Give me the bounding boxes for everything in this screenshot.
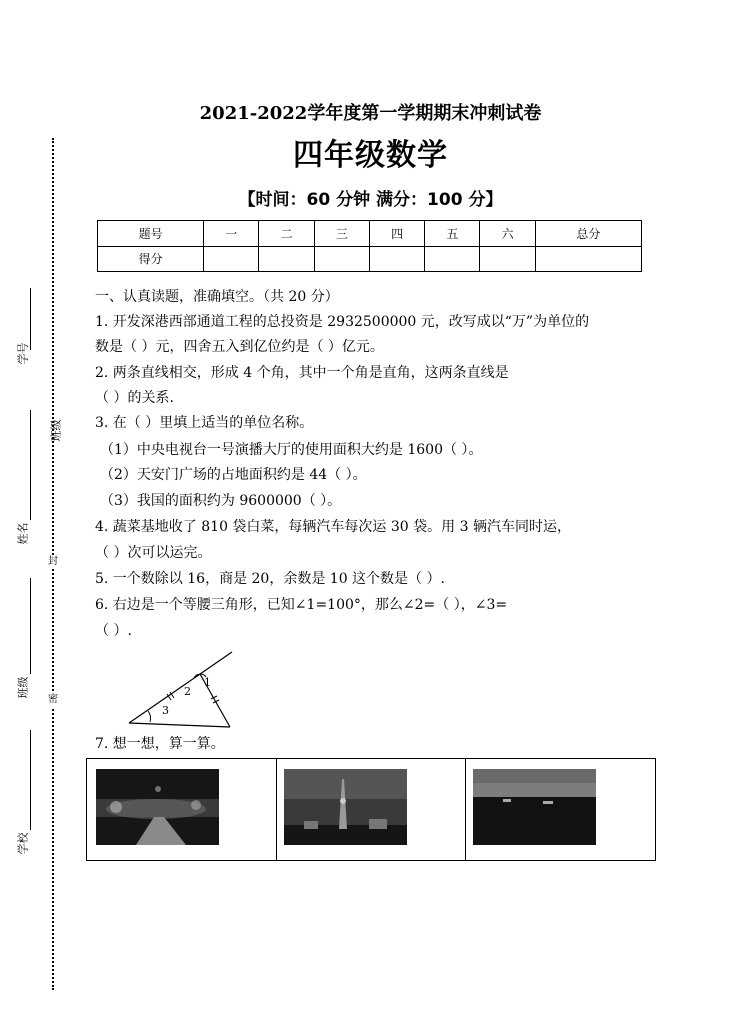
score-cell[interactable] [204, 246, 259, 272]
question-line: 4. 蔬菜基地收了 810 袋白菜，每辆汽车每次运 30 袋。用 3 辆汽车同时运， [95, 519, 571, 535]
question-line: 数是（ ）元，四舍五入到亿位约是（ ）亿元。 [95, 339, 384, 355]
question-line: （3）我国的面积约为 9600000（ ）。 [100, 493, 342, 509]
score-row-label: 得分 [98, 246, 204, 272]
triangle-base [129, 723, 230, 727]
question-line: 5. 一个数除以 16，商是 20，余数是 10 这个数是（ ）. [95, 571, 445, 587]
seal-char-mi: 密 [48, 694, 58, 705]
margin-label-class-top: 班级 [49, 419, 63, 442]
section-heading: 一、认真读题，准确填空。（共 20 分） [95, 289, 339, 305]
angle-label-2: 2 [184, 685, 191, 698]
margin-line-name [30, 578, 31, 674]
score-cell[interactable] [480, 246, 535, 272]
score-header-cell: 题号 [98, 221, 204, 247]
exam-subject: 四年级数学 [293, 138, 448, 173]
question-line: （ ）. [95, 623, 132, 639]
margin-line-student-id [30, 288, 31, 350]
question-line: 7. 想一想，算一算。 [95, 736, 225, 752]
score-cell[interactable] [369, 246, 424, 272]
city-skyline-photo [473, 769, 596, 845]
exam-meta: 【时间：60 分钟 满分：100 分】 [238, 190, 503, 210]
margin-label-student-id: 学号 [16, 342, 30, 365]
street-night-photo [96, 769, 219, 845]
seal-char-feng: 封 [48, 556, 58, 567]
picture-cell [466, 759, 655, 860]
question-line: （ ）次可以运完。 [95, 545, 212, 561]
margin-line-class [30, 410, 31, 520]
question-line: 6. 右边是一个等腰三角形，已知∠1=100°，那么∠2=（ ），∠3= [95, 597, 508, 613]
exam-title: 2021-2022学年度第一学期期末冲刺试卷 [199, 103, 542, 124]
score-cell[interactable] [259, 246, 314, 272]
angle-label-1: 1 [204, 676, 211, 689]
score-header-cell: 五 [425, 221, 480, 247]
question-line: 1. 开发深港西部通道工程的总投资是 2932500000 元，改写成以“万”为单位的 [95, 314, 590, 330]
score-header-cell: 总分 [535, 221, 641, 247]
angle-3-arc [148, 711, 151, 722]
score-cell[interactable] [425, 246, 480, 272]
score-header-cell: 四 [369, 221, 424, 247]
score-header-cell: 六 [480, 221, 535, 247]
triangle-side-extended [129, 652, 232, 723]
picture-cell [87, 759, 277, 860]
margin-label-name: 姓名 [16, 522, 30, 545]
margin-line-school [30, 730, 31, 830]
score-table [97, 220, 642, 272]
angle-label-3: 3 [162, 704, 169, 717]
score-header-cell: 二 [259, 221, 314, 247]
tower-night-photo [284, 769, 407, 845]
isosceles-triangle-figure [120, 648, 245, 730]
question-line: （ ）的关系. [95, 390, 174, 406]
score-cell[interactable] [314, 246, 369, 272]
score-header-cell: 三 [314, 221, 369, 247]
question-line: 3. 在（ ）里填上适当的单位名称。 [95, 415, 314, 431]
picture-table [86, 758, 656, 861]
question-line: 2. 两条直线相交，形成 4 个角，其中一个角是直角，这两条直线是 [95, 365, 509, 381]
question-line: （1）中央电视台一号演播大厅的使用面积大约是 1600（ ）。 [100, 442, 483, 458]
margin-label-school: 学校 [16, 832, 30, 855]
score-header-cell: 一 [204, 221, 259, 247]
picture-cell [277, 759, 467, 860]
score-table-score-row [98, 246, 642, 272]
question-line: （2）天安门广场的占地面积约是 44（ ）。 [100, 467, 367, 483]
score-table-header-row [98, 221, 642, 247]
margin-label-class: 班级 [16, 676, 30, 699]
score-cell[interactable] [535, 246, 641, 272]
